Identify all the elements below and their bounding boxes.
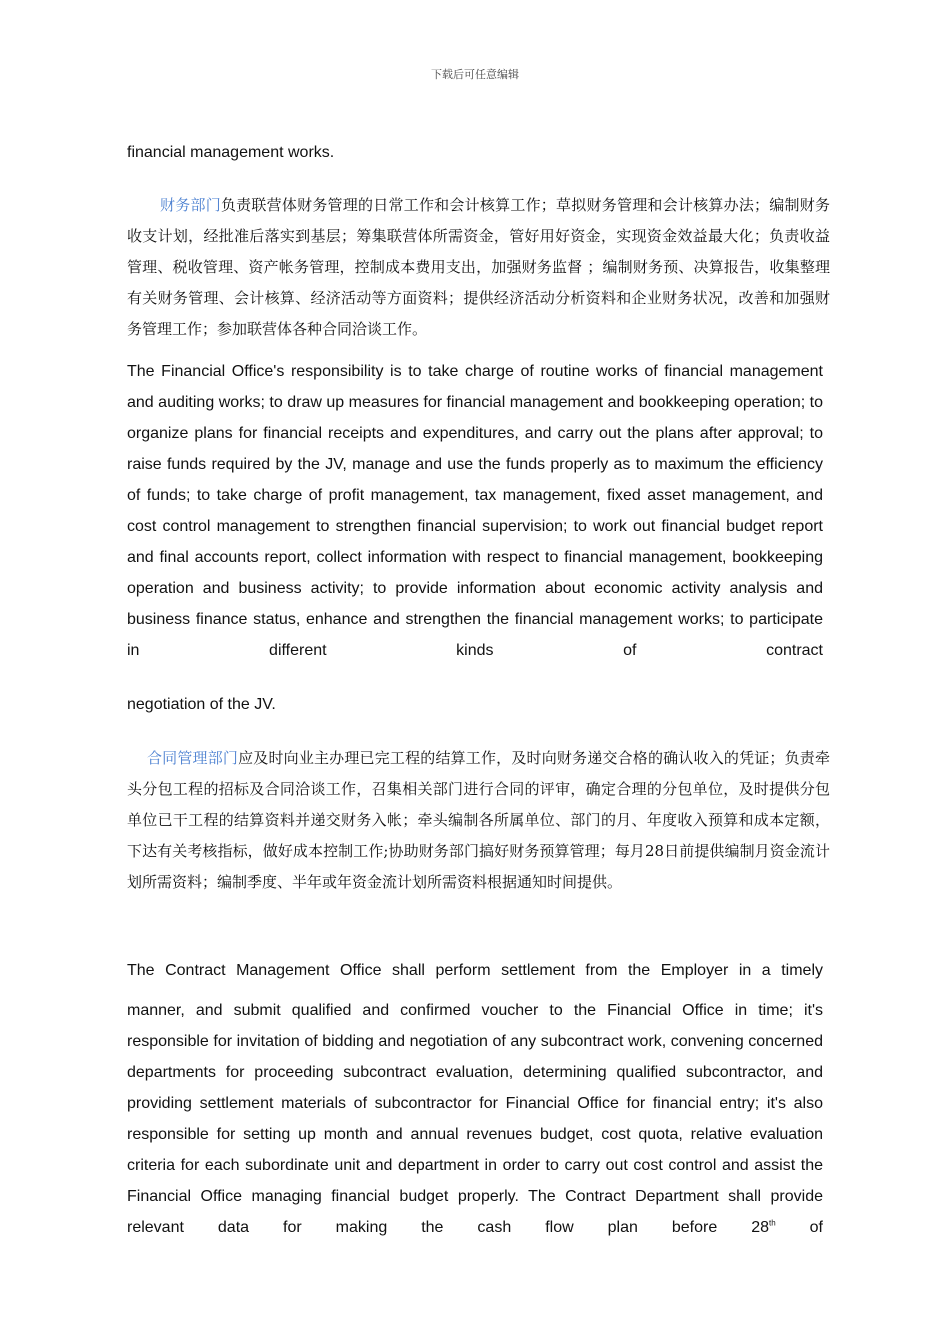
page-header: 下载后可任意编辑 — [431, 68, 519, 81]
paragraph-financial-en: The Financial Office's responsibility is to take charge of routine works of financial management and auditing works; to draw up measures for financial management and bookkeeping operation; to organize plans for financial receipts and expenditures, and carry out the plans after approval; to raise funds required by the JV, manage and use the funds properly as to maximum the efficiency of funds; to take charge of profit management, tax management, fixed asset management, and cost control management to strengthen financial supervision; to work out financial budget report and final accounts report, collect information with respect to financial management, bookkeeping operation and business activity; to provide information about economic activity analysis and business finance status, enhance and strengthen the financial management works; to participate in different kinds of contract — [127, 363, 823, 659]
financial-dept-link[interactable]: 财务部门 — [160, 196, 221, 214]
paragraph-financial-en-tail: negotiation of the JV. — [127, 696, 276, 713]
contract-dept-link[interactable]: 合同管理部门 — [147, 749, 239, 767]
paragraph-text: manner, and submit qualified and confirmed voucher to the Financial Office in time; it's responsible for invitation of bidding and negotiation of any subcontract work, convening concerned departments for proceeding subcontract evaluation, determining qualified subcontractor, and providing settlement materials of subcontractor for Financial Office for financial entry; it's also responsible for setting up month and annual revenues budget, cost quota, relative evaluation criteria for each subordinate unit and department in order to carry out cost control and assist the Financial Office managing financial budget properly. The Contract Department shall provide relevant data for making the cash flow plan before 28 — [127, 1002, 823, 1236]
paragraph-text: 应及时向业主办理已完工程的结算工作，及时向财务递交合格的确认收入的凭证；负责牵头分包工程的招标及合同洽谈工作，召集相关部门进行合同的评审，确定合理的分包单位，及时提供分包单位已干工程的结算资料并递交财务入帐；牵头编制各所属单位、部门的月、年度收入预算和成本定额，下达有关考核指标，做好成本控制工作;协助财务部门搞好财务预算管理；每月28日前提供编制月资金流计划所需资料；编制季度、半年或年资金流计划所需资料根据通知时间提供。 — [127, 749, 830, 891]
superscript: th — [769, 1218, 776, 1228]
paragraph-fragment: financial management works. — [127, 144, 335, 161]
paragraph-contract-en — [127, 995, 823, 1243]
paragraph-contract-zh — [127, 743, 830, 898]
paragraph-text: 负责联营体财务管理的日常工作和会计核算工作；草拟财务管理和会计核算办法；编制财务收支计划，经批准后落实到基层；筹集联营体所需资金，管好用好资金，实现资金效益最大化；负责收益管理、税收管理、资产帐务管理，控制成本费用支出，加强财务监督 ；编制财务预、决算报告，收集整理有关财务管理、会计核算、经济活动等方面资料；提供经济活动分析资料和企业财务状况，改善和加强财务管理工作；参加联营体各种合同洽谈工作。 — [127, 196, 830, 338]
paragraph-text-end: of — [775, 1219, 823, 1236]
paragraph-financial-zh — [127, 190, 830, 345]
paragraph-contract-en-line1: The Contract Management Office shall perform settlement from the Employer in a timely — [127, 962, 823, 979]
